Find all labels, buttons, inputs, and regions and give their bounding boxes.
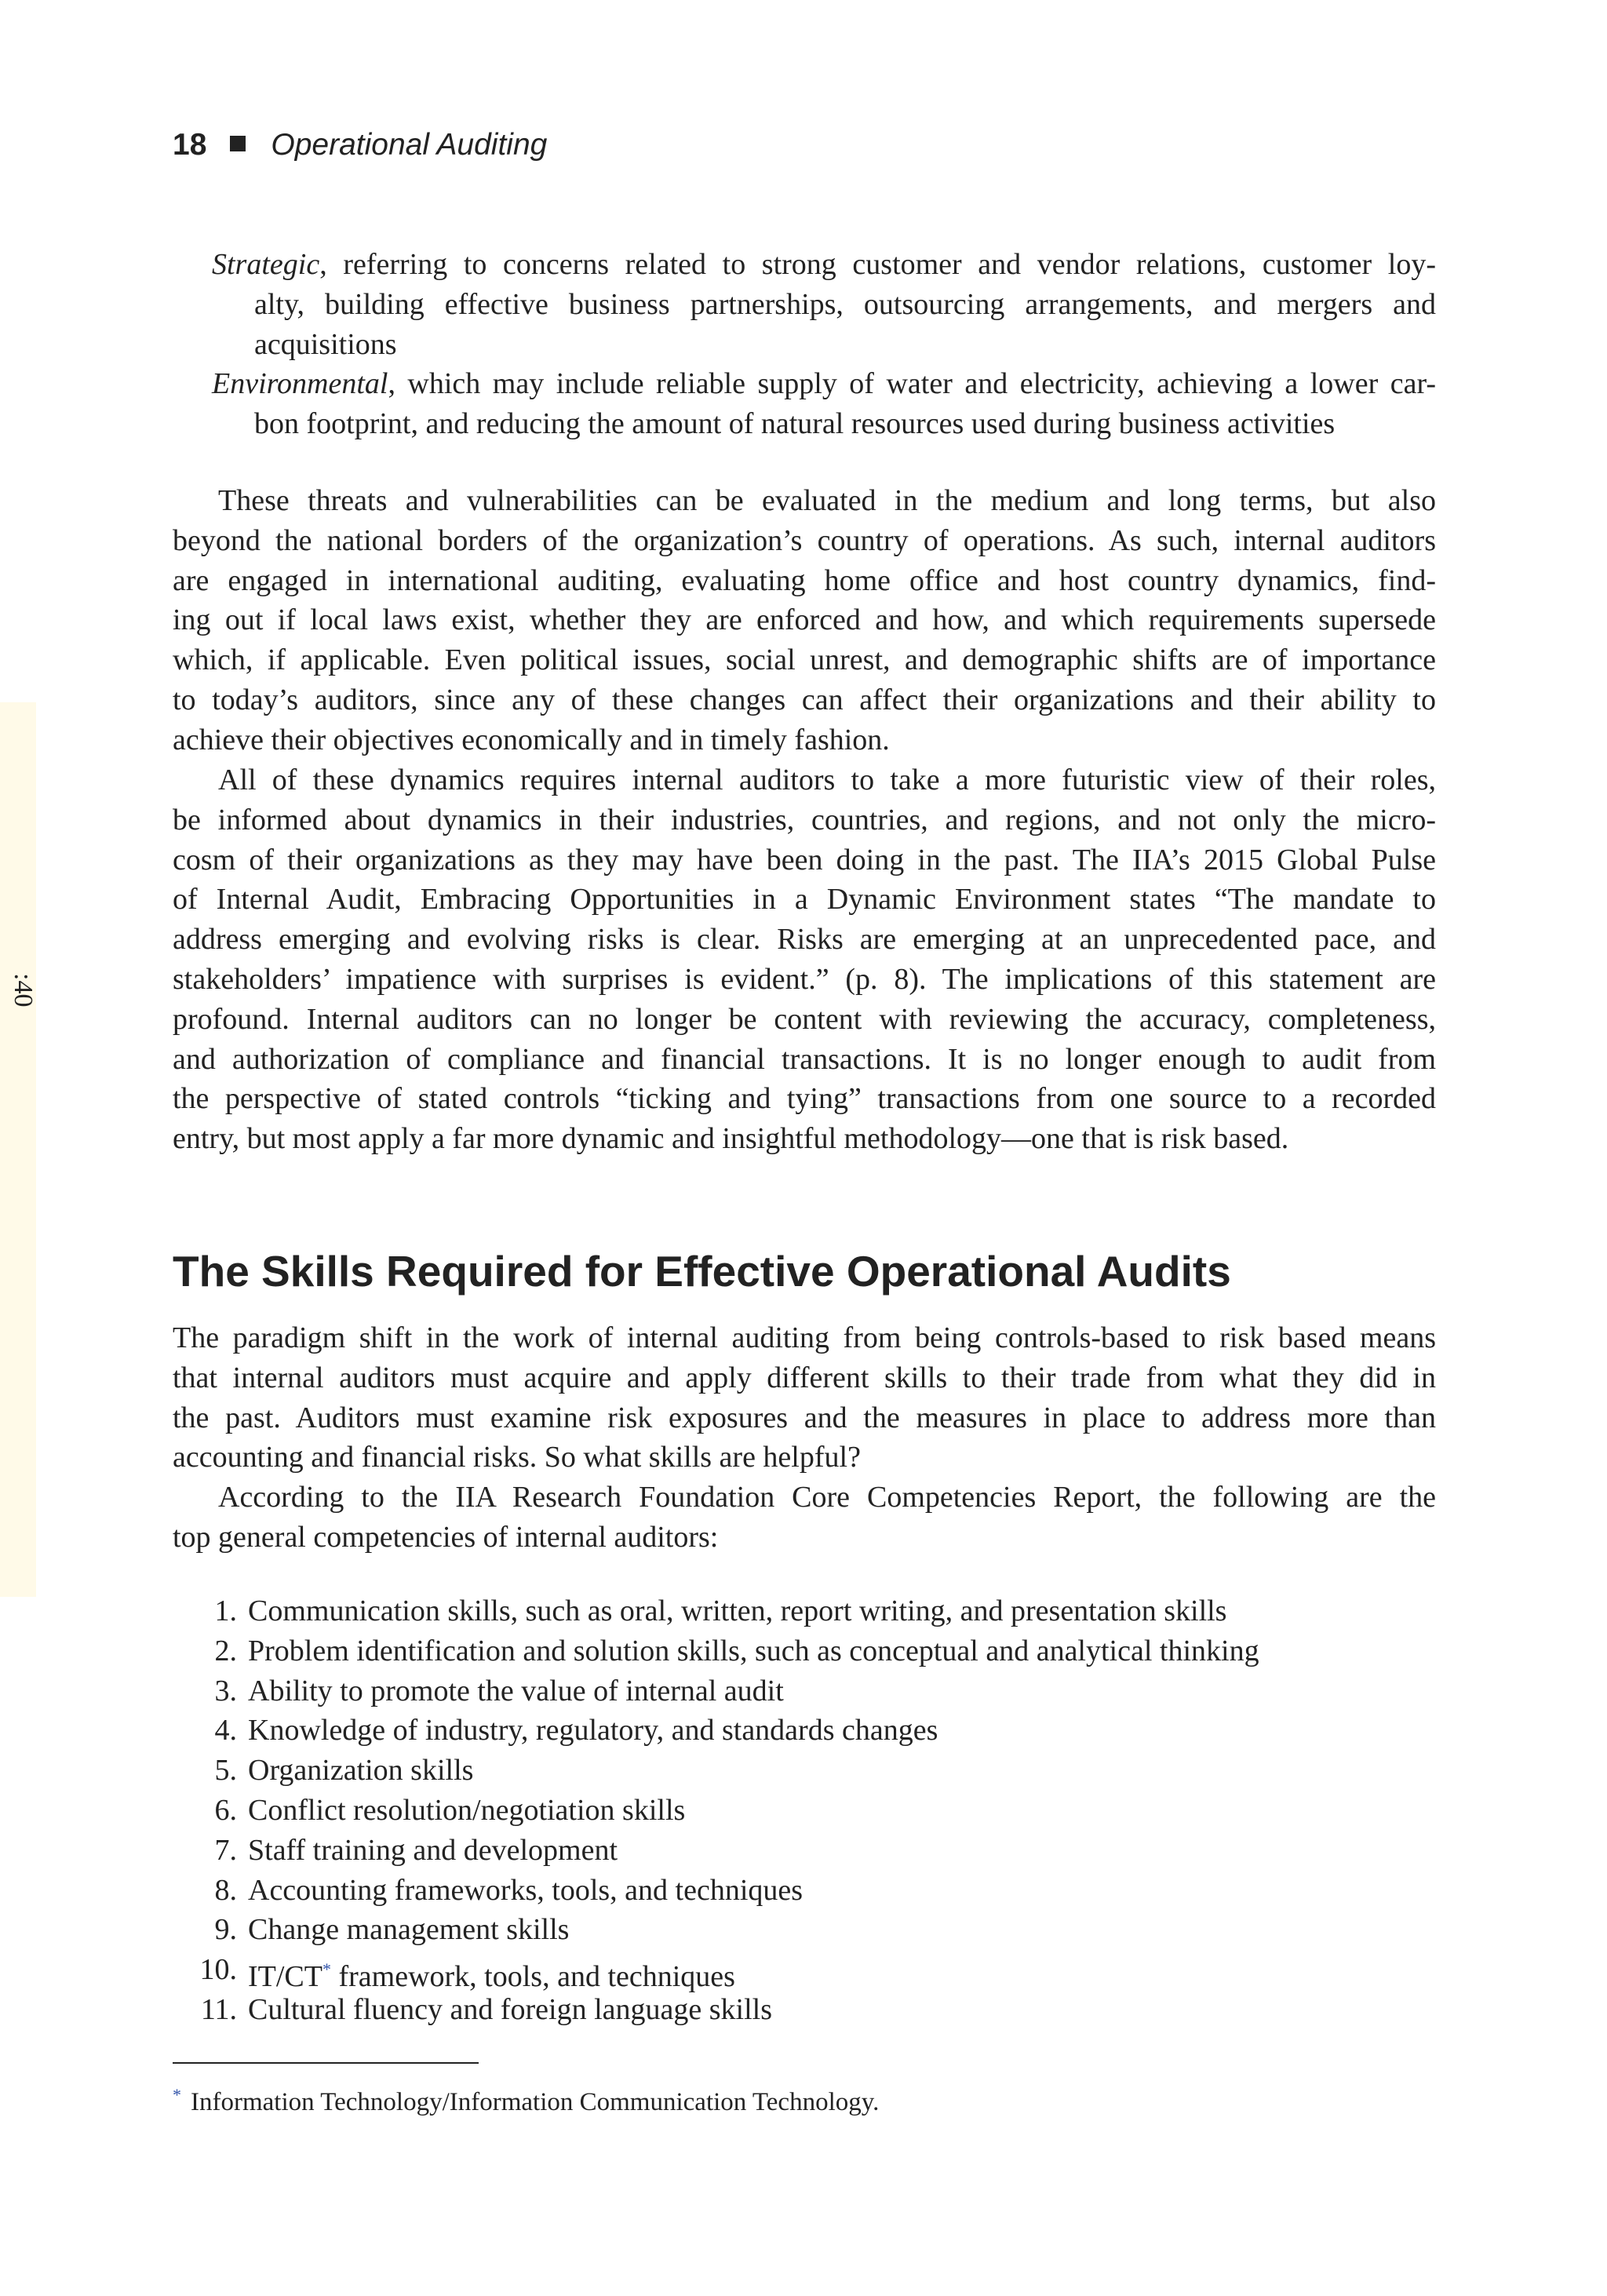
text-line: be informed about dynamics in their industries, countries, and regions, and not only the micro- xyxy=(173,803,1436,836)
paragraph xyxy=(173,760,1436,1159)
risk-item-environmental: Environmental, which may include reliable supply of water and electricity, achieving a lower car- xyxy=(212,367,1436,401)
text-line: accounting and financial risks. So what skills are helpful? xyxy=(173,1441,861,1474)
list-item: 7. Staff training and development xyxy=(214,1833,618,1867)
paragraph xyxy=(173,1478,1436,1558)
footnote xyxy=(173,2078,879,2119)
text-line: According to the IIA Research Foundation Core Competencies Report, the following are the xyxy=(218,1481,1436,1514)
text-line: are engaged in international auditing, evaluating home office and host country dynamics, find- xyxy=(173,563,1436,597)
page-number: 18 xyxy=(173,128,207,162)
text-line: to today’s auditors, since any of these changes can affect their organizations and their ability to xyxy=(173,683,1436,716)
text-line: stakeholders’ impatience with surprises is evident.” (p. 8). The implications of this statement are xyxy=(173,962,1436,996)
text-line: profound. Internal auditors can no longer be content with reviewing the accuracy, completeness, xyxy=(173,1002,1436,1036)
list-item: 3. Ability to promote the value of internal audit xyxy=(214,1674,784,1707)
section-heading: The Skills Required for Effective Operational Audits xyxy=(173,1247,1231,1296)
footnote-rule xyxy=(173,2062,479,2064)
book-title: Operational Auditing xyxy=(271,128,548,162)
text-line: entry, but most apply a far more dynamic and insightful methodology—one that is risk based. xyxy=(173,1122,1289,1156)
risk-category-list xyxy=(173,245,1436,444)
paragraph xyxy=(173,481,1436,760)
text-line: cosm of their organizations as they may have been doing in the past. The IIA’s 2015 Global Pulse xyxy=(173,843,1436,876)
text-line: the past. Auditors must examine risk exposures and the measures in place to address more than xyxy=(173,1401,1436,1434)
square-bullet-icon xyxy=(230,136,246,151)
margin-highlight xyxy=(0,702,36,1597)
list-item: 2. Problem identification and solution skills, such as conceptual and analytical thinking xyxy=(214,1634,1259,1667)
text-line: that internal auditors must acquire and apply different skills to their trade from what they did in xyxy=(173,1361,1436,1394)
footnote-text: Information Technology/Information Communication Technology. xyxy=(191,2088,880,2116)
text-line: address emerging and evolving risks is clear. Risks are emerging at an unprecedented pace, and xyxy=(173,923,1436,957)
paragraph xyxy=(173,1318,1436,1478)
list-item: 9. Change management skills xyxy=(214,1913,570,1947)
risk-item-strategic: Strategic, referring to concerns related to strong customer and vendor relations, customer loy- xyxy=(212,248,1436,281)
text-line: top general competencies of internal auditors: xyxy=(173,1520,719,1554)
margin-mark: :40 xyxy=(9,973,38,1008)
text-line: These threats and vulnerabilities can be evaluated in the medium and long terms, but also xyxy=(218,484,1436,517)
risk-label: Strategic xyxy=(212,248,320,281)
text-line: and authorization of compliance and financial transactions. It is no longer enough to audit from xyxy=(173,1042,1436,1076)
list-item: 6. Conflict resolution/negotiation skills xyxy=(214,1793,686,1827)
list-item: 8. Accounting frameworks, tools, and techniques xyxy=(214,1873,804,1907)
text-line: bon footprint, and reducing the amount of natural resources used during business activities xyxy=(254,407,1336,441)
text-line: The paradigm shift in the work of internal auditing from being controls-based to risk based means xyxy=(173,1321,1436,1354)
text-line: achieve their objectives economically and in timely fashion. xyxy=(173,723,890,756)
text-line: alty, building effective business partnerships, outsourcing arrangements, and mergers and xyxy=(254,287,1436,321)
text-line: beyond the national borders of the organization’s country of operations. As such, internal auditors xyxy=(173,523,1436,557)
text-line: acquisitions xyxy=(254,327,397,361)
text-line: which, if applicable. Even political issues, social unrest, and demographic shifts are of importance xyxy=(173,643,1436,677)
text-line: the perspective of stated controls “ticking and tying” transactions from one source to a recorded xyxy=(173,1082,1436,1116)
list-item: 11. Cultural fluency and foreign language skills xyxy=(200,1992,772,2026)
footnote-mark: * xyxy=(173,2085,181,2105)
list-item: 10. IT/CT* framework, tools, and techniques xyxy=(199,1953,735,1994)
list-item: 1. Communication skills, such as oral, written, report writing, and presentation skills xyxy=(214,1594,1227,1627)
text-line: All of these dynamics requires internal auditors to take a more futuristic view of their roles, xyxy=(218,764,1436,796)
list-item: 4. Knowledge of industry, regulatory, and standards changes xyxy=(214,1714,938,1748)
competencies-list xyxy=(173,1591,1436,2030)
running-head xyxy=(173,126,547,165)
text-line: ing out if local laws exist, whether they are enforced and how, and which requirements supersede xyxy=(173,603,1436,637)
text-line: of Internal Audit, Embracing Opportunities in a Dynamic Environment states “The mandate to xyxy=(173,883,1436,917)
risk-label: Environmental xyxy=(212,367,388,401)
list-item: 5. Organization skills xyxy=(214,1754,474,1788)
footnote-link[interactable]: * xyxy=(322,1959,331,1980)
